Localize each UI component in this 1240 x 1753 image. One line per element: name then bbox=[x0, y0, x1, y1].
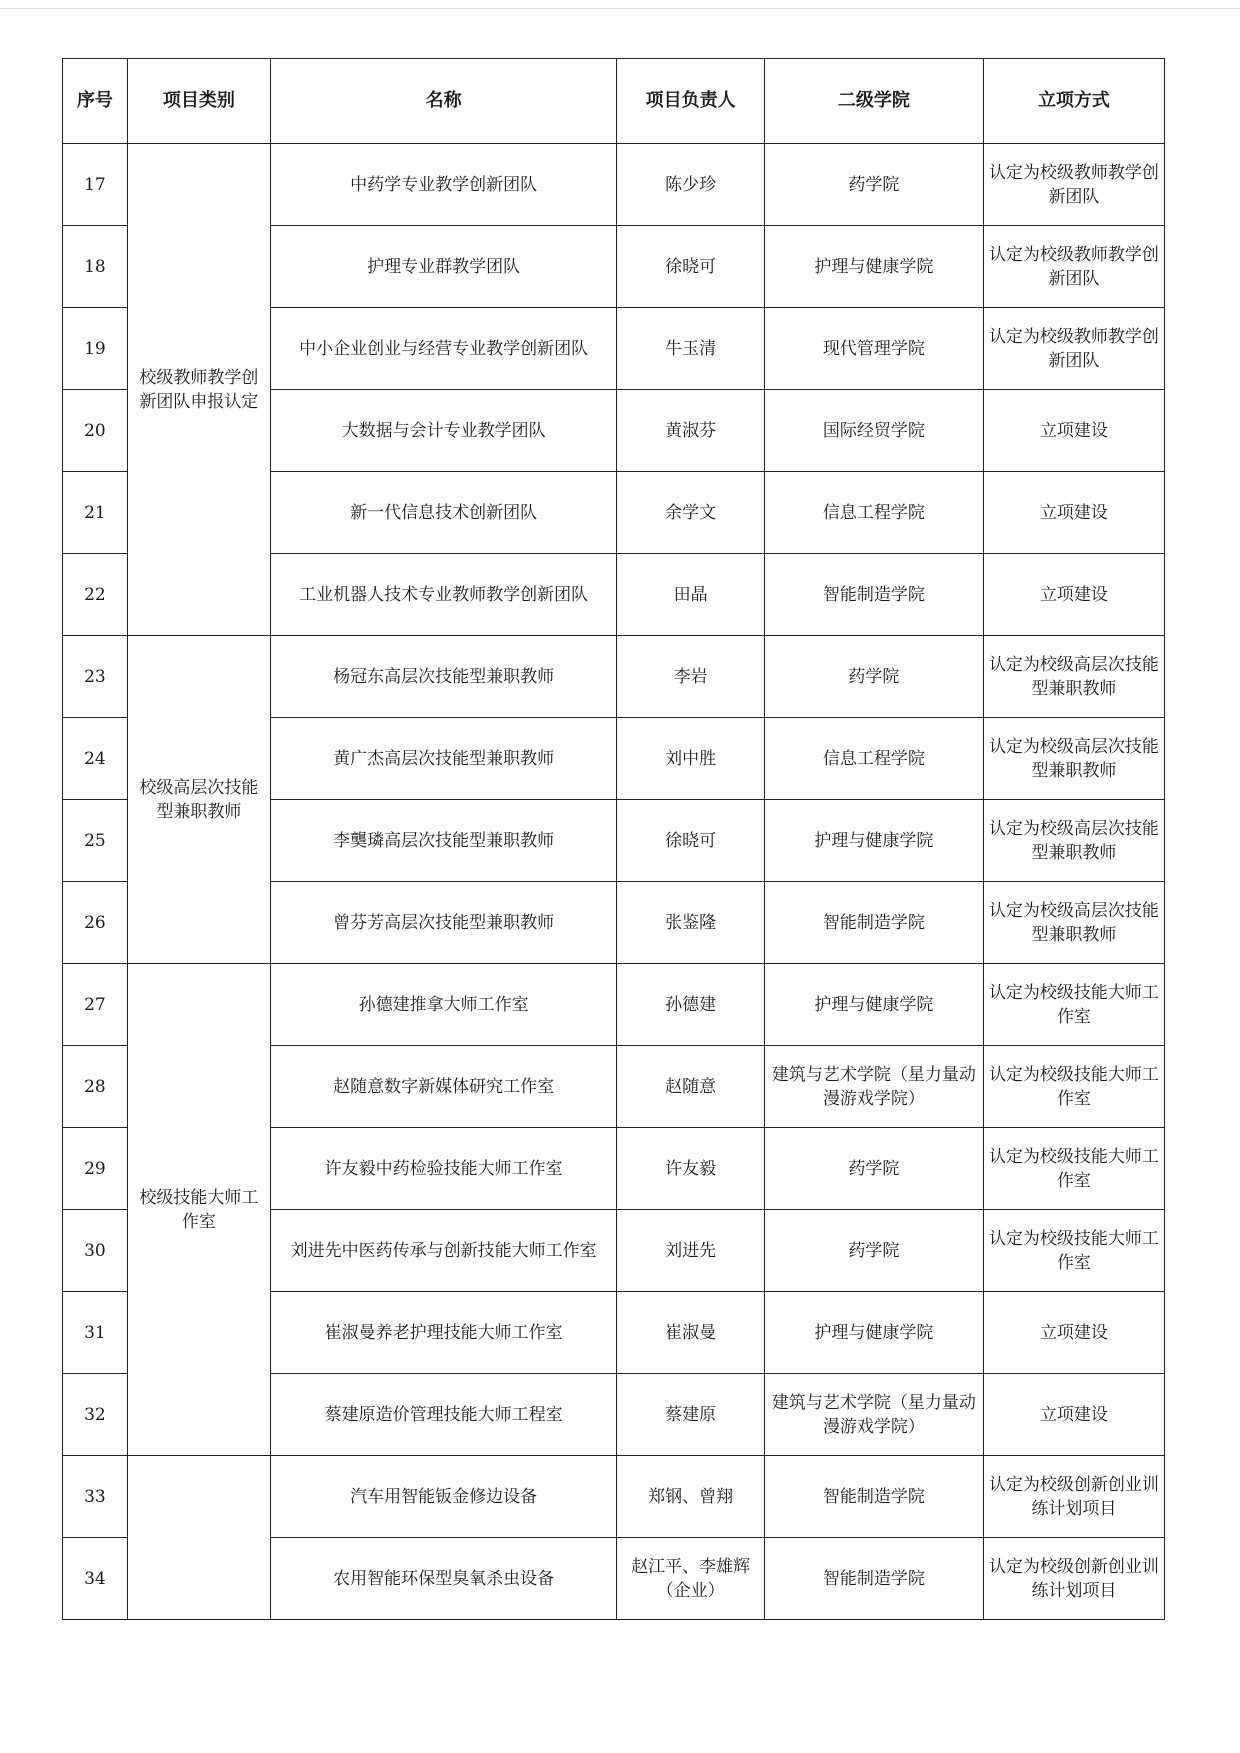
row-number: 20 bbox=[63, 390, 128, 472]
project-name: 工业机器人技术专业教师教学创新团队 bbox=[270, 554, 616, 636]
college-name: 信息工程学院 bbox=[764, 718, 983, 800]
project-name: 许友毅中药检验技能大师工作室 bbox=[270, 1128, 616, 1210]
approval-method: 立项建设 bbox=[983, 1374, 1164, 1456]
row-number: 18 bbox=[63, 226, 128, 308]
header-college: 二级学院 bbox=[764, 59, 983, 144]
project-leader: 许友毅 bbox=[617, 1128, 765, 1210]
row-number: 29 bbox=[63, 1128, 128, 1210]
college-name: 智能制造学院 bbox=[764, 554, 983, 636]
category-cell bbox=[127, 1456, 270, 1620]
row-number: 22 bbox=[63, 554, 128, 636]
row-number: 24 bbox=[63, 718, 128, 800]
row-number: 25 bbox=[63, 800, 128, 882]
approval-method: 认定为校级创新创业训练计划项目 bbox=[983, 1538, 1164, 1620]
project-leader: 徐晓可 bbox=[617, 226, 765, 308]
college-name: 现代管理学院 bbox=[764, 308, 983, 390]
page-top-edge bbox=[0, 8, 1240, 9]
project-leader: 刘进先 bbox=[617, 1210, 765, 1292]
project-leader: 刘中胜 bbox=[617, 718, 765, 800]
row-number: 30 bbox=[63, 1210, 128, 1292]
header-category: 项目类别 bbox=[127, 59, 270, 144]
college-name: 建筑与艺术学院（星力量动漫游戏学院） bbox=[764, 1374, 983, 1456]
approval-method: 认定为校级技能大师工作室 bbox=[983, 964, 1164, 1046]
header-seq: 序号 bbox=[63, 59, 128, 144]
approval-method: 认定为校级高层次技能型兼职教师 bbox=[983, 882, 1164, 964]
project-name: 黄广杰高层次技能型兼职教师 bbox=[270, 718, 616, 800]
college-name: 药学院 bbox=[764, 1210, 983, 1292]
row-number: 33 bbox=[63, 1456, 128, 1538]
header-leader: 项目负责人 bbox=[617, 59, 765, 144]
row-number: 21 bbox=[63, 472, 128, 554]
project-name: 杨冠东高层次技能型兼职教师 bbox=[270, 636, 616, 718]
college-name: 智能制造学院 bbox=[764, 882, 983, 964]
row-number: 27 bbox=[63, 964, 128, 1046]
project-leader: 张鉴隆 bbox=[617, 882, 765, 964]
table-row bbox=[63, 144, 1165, 226]
header-row bbox=[63, 59, 1165, 144]
table-row bbox=[63, 636, 1165, 718]
category-cell: 校级高层次技能型兼职教师 bbox=[127, 636, 270, 964]
row-number: 34 bbox=[63, 1538, 128, 1620]
college-name: 建筑与艺术学院（星力量动漫游戏学院） bbox=[764, 1046, 983, 1128]
category-cell: 校级教师教学创新团队申报认定 bbox=[127, 144, 270, 636]
project-name: 刘进先中医药传承与创新技能大师工作室 bbox=[270, 1210, 616, 1292]
project-name: 大数据与会计专业教学团队 bbox=[270, 390, 616, 472]
project-name: 崔淑曼养老护理技能大师工作室 bbox=[270, 1292, 616, 1374]
approval-method: 立项建设 bbox=[983, 472, 1164, 554]
approval-method: 认定为校级技能大师工作室 bbox=[983, 1128, 1164, 1210]
row-number: 23 bbox=[63, 636, 128, 718]
approval-method: 认定为校级教师教学创新团队 bbox=[983, 226, 1164, 308]
header-name: 名称 bbox=[270, 59, 616, 144]
project-name: 中药学专业教学创新团队 bbox=[270, 144, 616, 226]
project-name: 新一代信息技术创新团队 bbox=[270, 472, 616, 554]
project-name: 蔡建原造价管理技能大师工程室 bbox=[270, 1374, 616, 1456]
project-table bbox=[62, 58, 1165, 1620]
project-leader: 孙德建 bbox=[617, 964, 765, 1046]
approval-method: 认定为校级高层次技能型兼职教师 bbox=[983, 636, 1164, 718]
project-name: 汽车用智能钣金修边设备 bbox=[270, 1456, 616, 1538]
project-leader: 黄淑芬 bbox=[617, 390, 765, 472]
project-leader: 田晶 bbox=[617, 554, 765, 636]
college-name: 药学院 bbox=[764, 636, 983, 718]
row-number: 28 bbox=[63, 1046, 128, 1128]
category-cell: 校级技能大师工作室 bbox=[127, 964, 270, 1456]
approval-method: 立项建设 bbox=[983, 390, 1164, 472]
row-number: 19 bbox=[63, 308, 128, 390]
college-name: 护理与健康学院 bbox=[764, 800, 983, 882]
approval-method: 认定为校级高层次技能型兼职教师 bbox=[983, 800, 1164, 882]
approval-method: 立项建设 bbox=[983, 1292, 1164, 1374]
project-leader: 赵随意 bbox=[617, 1046, 765, 1128]
college-name: 智能制造学院 bbox=[764, 1456, 983, 1538]
table-row bbox=[63, 1456, 1165, 1538]
project-name: 李龑璘高层次技能型兼职教师 bbox=[270, 800, 616, 882]
college-name: 药学院 bbox=[764, 1128, 983, 1210]
table-body bbox=[63, 144, 1165, 1620]
row-number: 26 bbox=[63, 882, 128, 964]
project-leader: 徐晓可 bbox=[617, 800, 765, 882]
project-leader: 赵江平、李雄辉（企业） bbox=[617, 1538, 765, 1620]
college-name: 信息工程学院 bbox=[764, 472, 983, 554]
project-name: 曾芬芳高层次技能型兼职教师 bbox=[270, 882, 616, 964]
row-number: 31 bbox=[63, 1292, 128, 1374]
project-leader: 李岩 bbox=[617, 636, 765, 718]
row-number: 17 bbox=[63, 144, 128, 226]
project-name: 中小企业创业与经营专业教学创新团队 bbox=[270, 308, 616, 390]
college-name: 护理与健康学院 bbox=[764, 1292, 983, 1374]
project-leader: 牛玉清 bbox=[617, 308, 765, 390]
approval-method: 认定为校级教师教学创新团队 bbox=[983, 144, 1164, 226]
college-name: 智能制造学院 bbox=[764, 1538, 983, 1620]
project-name: 护理专业群教学团队 bbox=[270, 226, 616, 308]
approval-method: 立项建设 bbox=[983, 554, 1164, 636]
college-name: 药学院 bbox=[764, 144, 983, 226]
project-leader: 郑钢、曾翔 bbox=[617, 1456, 765, 1538]
project-name: 赵随意数字新媒体研究工作室 bbox=[270, 1046, 616, 1128]
approval-method: 认定为校级教师教学创新团队 bbox=[983, 308, 1164, 390]
approval-method: 认定为校级技能大师工作室 bbox=[983, 1210, 1164, 1292]
table-row bbox=[63, 964, 1165, 1046]
college-name: 国际经贸学院 bbox=[764, 390, 983, 472]
project-name: 孙德建推拿大师工作室 bbox=[270, 964, 616, 1046]
approval-method: 认定为校级高层次技能型兼职教师 bbox=[983, 718, 1164, 800]
approval-method: 认定为校级技能大师工作室 bbox=[983, 1046, 1164, 1128]
approval-method: 认定为校级创新创业训练计划项目 bbox=[983, 1456, 1164, 1538]
project-leader: 余学文 bbox=[617, 472, 765, 554]
project-leader: 蔡建原 bbox=[617, 1374, 765, 1456]
project-name: 农用智能环保型臭氧杀虫设备 bbox=[270, 1538, 616, 1620]
header-method: 立项方式 bbox=[983, 59, 1164, 144]
college-name: 护理与健康学院 bbox=[764, 226, 983, 308]
row-number: 32 bbox=[63, 1374, 128, 1456]
project-leader: 陈少珍 bbox=[617, 144, 765, 226]
college-name: 护理与健康学院 bbox=[764, 964, 983, 1046]
project-leader: 崔淑曼 bbox=[617, 1292, 765, 1374]
